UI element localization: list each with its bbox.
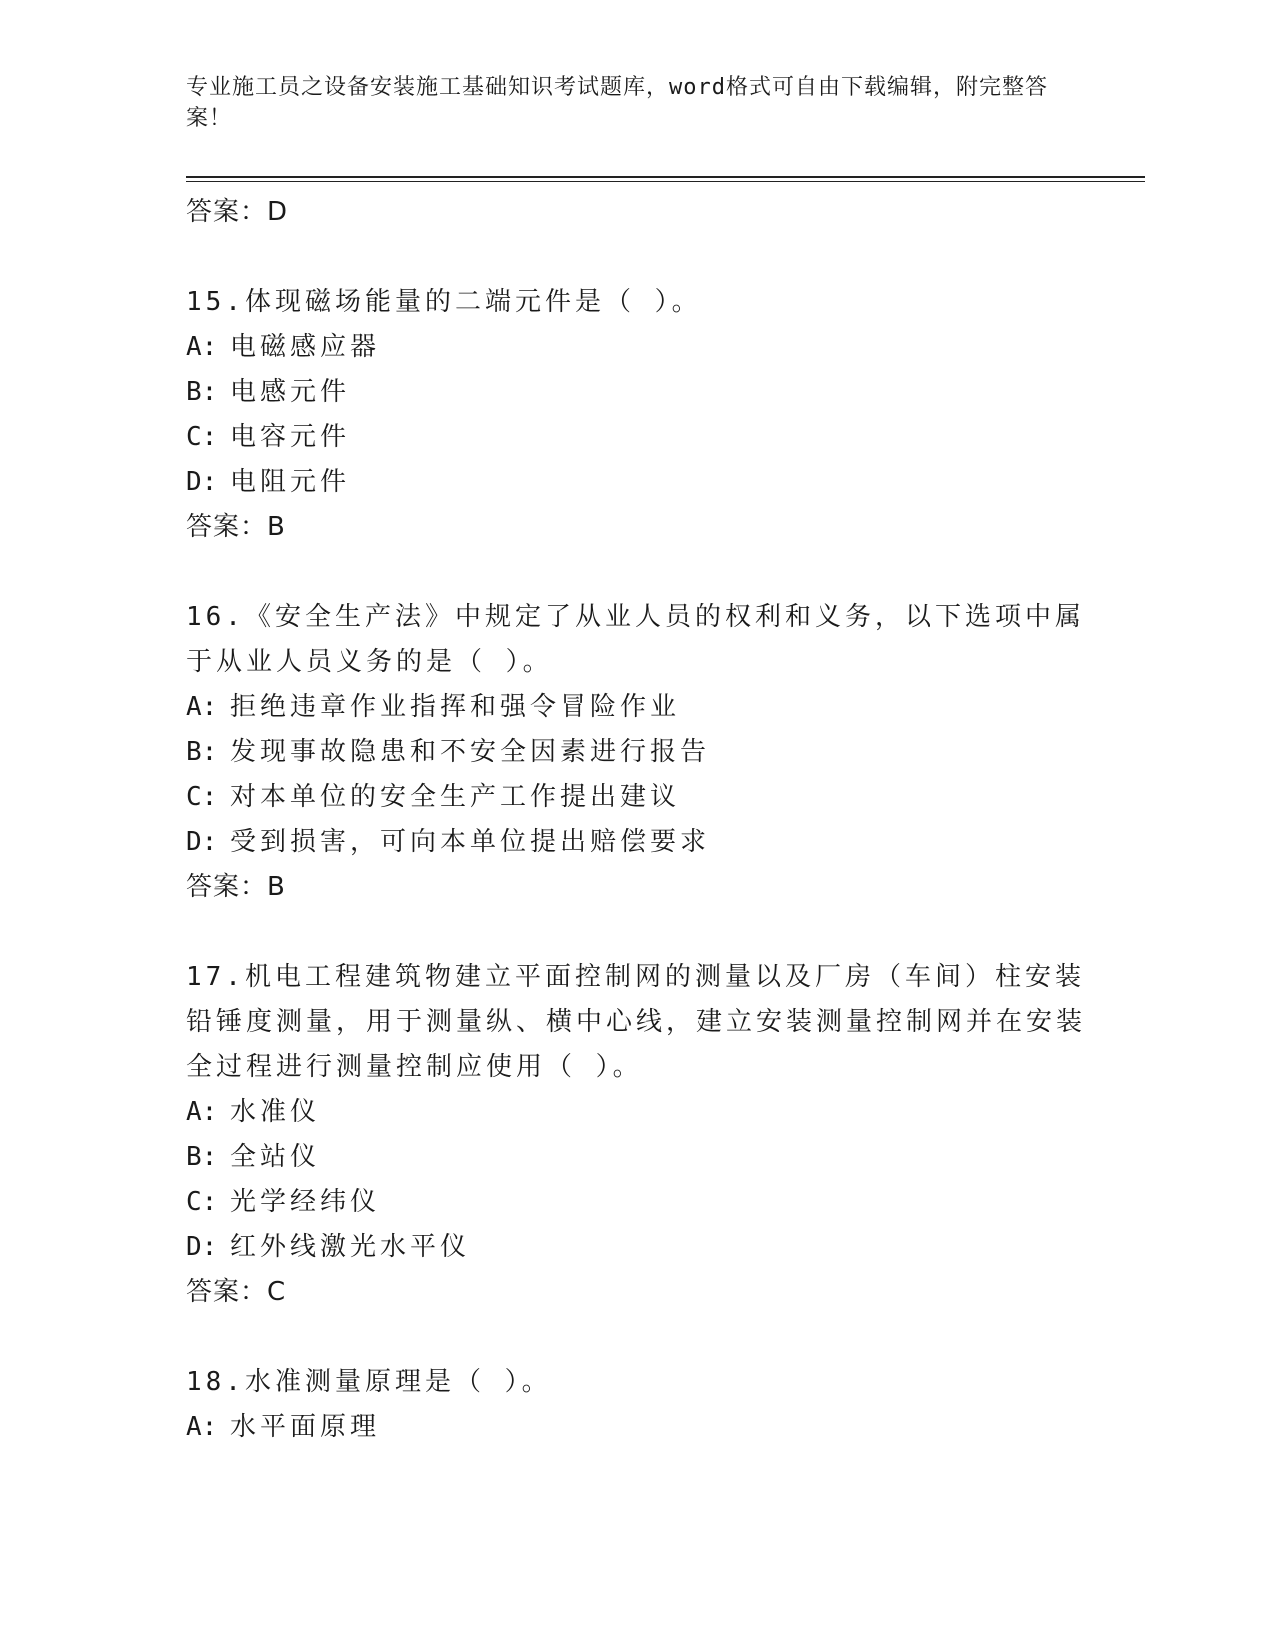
spacer	[186, 1315, 1086, 1360]
option-key: A:	[186, 692, 218, 722]
question-block	[186, 280, 1086, 550]
option-key: B:	[186, 737, 218, 767]
option-text: 水平面原理	[230, 1412, 381, 1442]
answer-line: 答案：C	[186, 1277, 287, 1307]
option-text: 拒绝违章作业指挥和强令冒险作业	[230, 692, 681, 722]
option-key: B:	[186, 377, 218, 407]
option-c	[186, 415, 1086, 460]
header-rule-thick	[186, 176, 1145, 178]
option-b	[186, 730, 1086, 775]
option-text: 水准仪	[230, 1097, 321, 1127]
option-c	[186, 775, 1086, 820]
option-text: 全站仪	[230, 1142, 321, 1172]
option-a	[186, 685, 1086, 730]
question-stem: 16.《安全生产法》中规定了从业人员的权利和义务，以下选项中属于从业人员义务的是（ ）。	[186, 602, 1085, 677]
option-c	[186, 1180, 1086, 1225]
option-text: 发现事故隐患和不安全因素进行报告	[230, 737, 711, 767]
answer-line: 答案：D	[186, 197, 289, 227]
option-key: C:	[186, 422, 218, 452]
option-text: 对本单位的安全生产工作提出建议	[230, 782, 681, 812]
option-text: 光学经纬仪	[230, 1187, 381, 1217]
option-d	[186, 820, 1086, 865]
option-key: D:	[186, 1232, 218, 1262]
spacer	[186, 550, 1086, 595]
option-key: C:	[186, 1187, 218, 1217]
question-block	[186, 955, 1086, 1315]
option-a	[186, 1090, 1086, 1135]
option-a	[186, 325, 1086, 370]
option-key: A:	[186, 332, 218, 362]
question-stem: 17.机电工程建筑物建立平面控制网的测量以及厂房（车间）柱安装铅锤度测量，用于测量纵、横中心线，建立安装测量控制网并在安装全过程进行测量控制应使用（ ）。	[186, 962, 1087, 1082]
option-text: 电阻元件	[230, 467, 351, 497]
spacer	[186, 235, 1086, 280]
page-header-text: 专业施工员之设备安装施工基础知识考试题库，word格式可自由下载编辑，附完整答案！	[186, 75, 1048, 131]
question-stem: 18.水准测量原理是（ ）。	[186, 1367, 552, 1397]
option-text: 电容元件	[230, 422, 351, 452]
option-text: 电磁感应器	[230, 332, 381, 362]
option-key: A:	[186, 1412, 218, 1442]
option-key: D:	[186, 827, 218, 857]
option-key: C:	[186, 782, 218, 812]
option-a	[186, 1405, 1086, 1450]
spacer	[186, 910, 1086, 955]
option-key: B:	[186, 1142, 218, 1172]
option-text: 受到损害，可向本单位提出赔偿要求	[230, 827, 711, 857]
option-d	[186, 1225, 1086, 1270]
question-block	[186, 595, 1086, 910]
option-key: D:	[186, 467, 218, 497]
document-content	[186, 185, 1086, 1450]
header-rule-thin	[186, 181, 1145, 182]
option-b	[186, 1135, 1086, 1180]
answer-line: 答案：B	[186, 512, 286, 542]
question-stem: 15.体现磁场能量的二端元件是（ ）。	[186, 287, 702, 317]
option-d	[186, 460, 1086, 505]
question-block	[186, 1360, 1086, 1450]
answer-line: 答案：B	[186, 872, 286, 902]
option-key: A:	[186, 1097, 218, 1127]
option-text: 红外线激光水平仪	[230, 1232, 471, 1262]
option-b	[186, 370, 1086, 415]
option-text: 电感元件	[230, 377, 351, 407]
